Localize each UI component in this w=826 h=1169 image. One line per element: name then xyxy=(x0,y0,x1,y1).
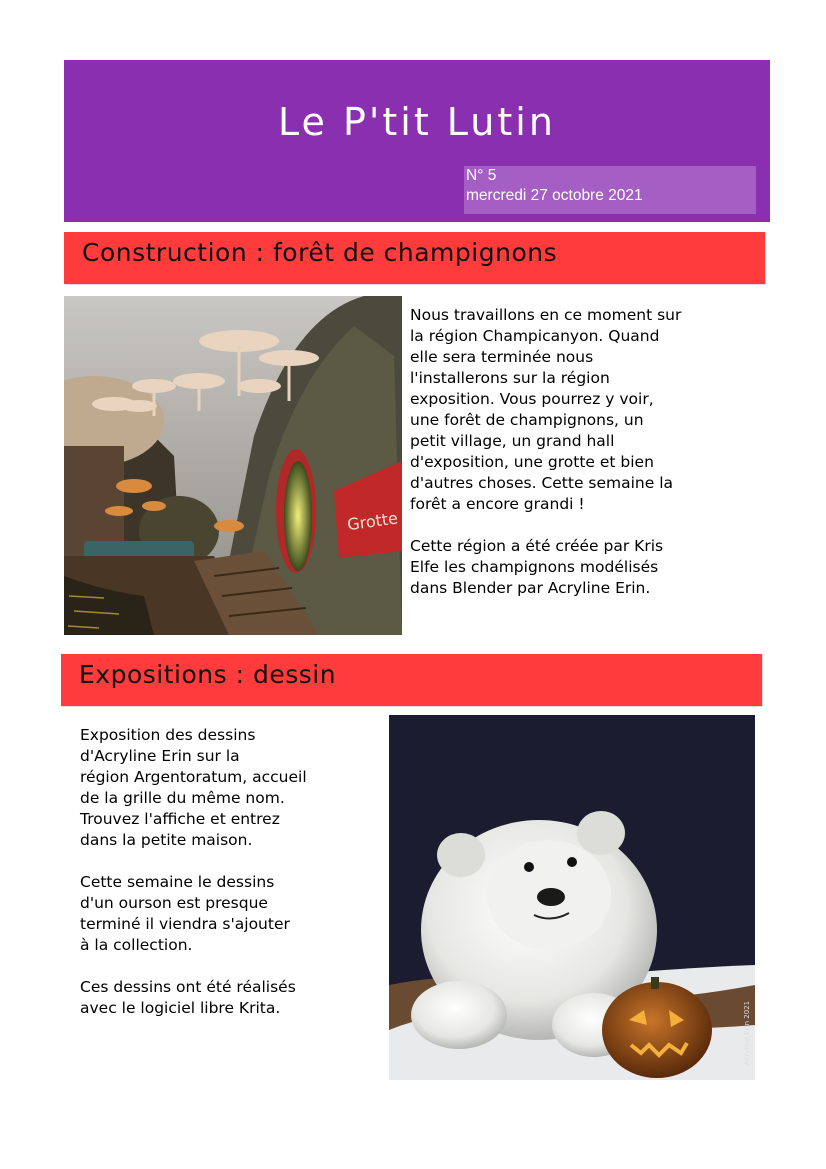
expositions-paragraph: Cette semaine le dessins d'un ourson est presque terminé il viendra s'ajouter à la collection. xyxy=(80,873,290,954)
issue-number: N° 5 xyxy=(466,167,497,184)
masthead xyxy=(64,60,770,222)
polar-bear-drawing xyxy=(389,715,755,1080)
grotte-sign-text: Grotte xyxy=(346,508,400,535)
construction-paragraph: Nous travaillons en ce moment sur la région Champicanyon. Quand elle sera terminée nous l'installerons sur la région exposition. Vous pourrez y voir, une forêt de champignons, un petit village, un grand hall d'exposition, une grotte et bien d'autres choses. Cette semaine la forêt a encore grandi ! xyxy=(410,306,682,513)
expositions-paragraph: Ces dessins ont été réalisés avec le logiciel libre Krita. xyxy=(80,978,296,1017)
expositions-article-text xyxy=(80,725,390,1040)
construction-article-text xyxy=(410,305,770,620)
issue-info-box xyxy=(464,166,756,214)
expositions-paragraph: Exposition des dessins d'Acryline Erin sur la région Argentoratum, accueil de la grille du même nom. Trouvez l'affiche et entrez dans la petite maison. xyxy=(80,726,307,849)
polar-bear-illustration xyxy=(389,715,755,1080)
construction-paragraph: Cette région a été créée par Kris Elfe les champignons modélisés dans Blender par Acryline Erin. xyxy=(410,537,664,597)
artist-signature: Acryline Erin 2021 xyxy=(743,1000,751,1065)
newsletter-title: Le P'tit Lutin xyxy=(278,100,556,144)
section-heading-text: Construction : forêt de champignons xyxy=(82,238,558,267)
mushroom-forest-illustration xyxy=(64,296,402,635)
issue-date: mercredi 27 octobre 2021 xyxy=(466,187,643,204)
section-heading-text: Expositions : dessin xyxy=(79,660,337,689)
section-heading-construction xyxy=(64,232,765,284)
mushroom-forest-image xyxy=(64,296,402,635)
section-heading-expositions xyxy=(61,654,762,706)
